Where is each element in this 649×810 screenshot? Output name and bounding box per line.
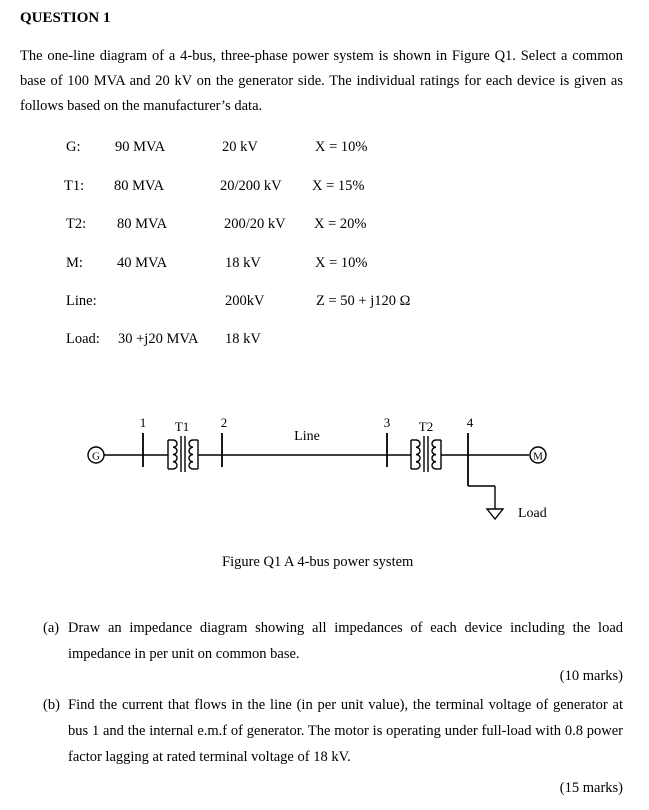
- question-b-letter: (b): [43, 697, 60, 713]
- question-b-marks: (15 marks): [559, 780, 623, 796]
- question-a-text: Draw an impedance diagram showing all impedances of each device including the load impedance in per unit on common base.: [68, 620, 623, 662]
- bus-2-label: 2: [220, 415, 228, 430]
- spec-m-label: M:: [66, 255, 83, 271]
- spec-load-label: Load:: [66, 331, 100, 347]
- spec-g-impedance: X = 10%: [315, 139, 368, 155]
- spec-line-impedance: Z = 50 + j120 Ω: [316, 293, 411, 309]
- transformer-t1: [143, 436, 222, 472]
- spec-load-kv: 18 kV: [225, 331, 261, 347]
- line-label: Line: [294, 429, 320, 444]
- spec-t2-mva: 80 MVA: [117, 216, 168, 232]
- spec-line-kv: 200kV: [225, 293, 265, 309]
- bus-3-label: 3: [383, 415, 391, 430]
- t2-label: T2: [418, 419, 434, 434]
- spec-m-impedance: X = 10%: [315, 255, 368, 271]
- spec-g-mva: 90 MVA: [115, 139, 166, 155]
- spec-load-mva: 30 +j20 MVA: [118, 331, 199, 347]
- spec-g-label: G:: [66, 139, 81, 155]
- question-a-marks: (10 marks): [559, 668, 623, 684]
- question-b-text: Find the current that flows in the line (in per unit value), the terminal voltage of generator at bus 1 and the internal e.m.f of generator. The motor is operating under full-load with 0.8 power factor lagging at rated terminal voltage of 18 kV.: [68, 697, 623, 765]
- question-a-letter: (a): [43, 620, 60, 636]
- spec-t2-kv: 200/20 kV: [224, 216, 286, 232]
- load-label: Load: [518, 506, 547, 521]
- bus-4-label: 4: [466, 415, 474, 430]
- figure-caption: Figure Q1 A 4-bus power system: [222, 554, 414, 570]
- question-title: QUESTION 1: [20, 10, 111, 26]
- generator-letter: G: [92, 450, 100, 463]
- spec-t2-label: T2:: [66, 216, 87, 232]
- spec-t1-impedance: X = 15%: [312, 178, 365, 194]
- spec-g-kv: 20 kV: [222, 139, 258, 155]
- motor-letter: M: [533, 450, 543, 463]
- intro-paragraph: The one-line diagram of a 4-bus, three-phase power system is shown in Figure Q1. Select a common base of 100 MVA and 20 kV on the generator side. The individual ratings for each device is given as follows based on the manufacturer’s data.: [20, 48, 623, 114]
- question-a: [43, 615, 623, 667]
- spec-t1-mva: 80 MVA: [114, 178, 165, 194]
- load-symbol: [468, 486, 503, 519]
- spec-line-label: Line:: [66, 293, 97, 309]
- spec-t2-impedance: X = 20%: [314, 216, 367, 232]
- spec-t1-kv: 20/200 kV: [220, 178, 282, 194]
- bus-1-label: 1: [139, 415, 147, 430]
- t1-label: T1: [174, 419, 190, 434]
- spec-m-mva: 40 MVA: [117, 255, 168, 271]
- one-line-diagram: [0, 395, 649, 535]
- transformer-t2: [387, 436, 468, 472]
- question-b: [43, 692, 623, 770]
- spec-t1-label: T1:: [64, 178, 85, 194]
- spec-m-kv: 18 kV: [225, 255, 261, 271]
